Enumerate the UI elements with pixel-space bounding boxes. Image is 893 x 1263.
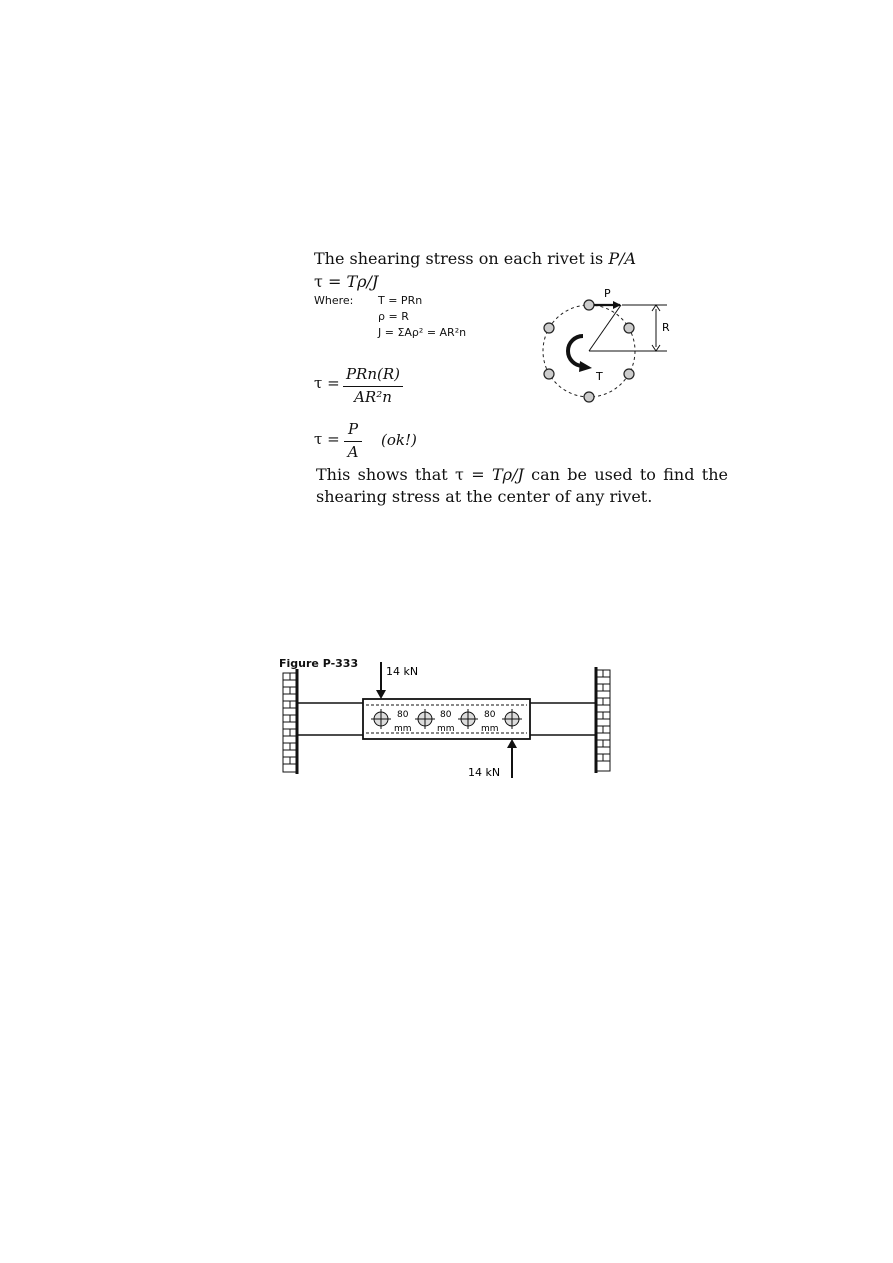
torque-arrowhead	[579, 361, 592, 372]
equation-2-lhs: τ =	[314, 374, 340, 392]
figure-p333	[278, 655, 618, 785]
conclusion-expression: Tρ/J	[491, 465, 524, 484]
load-arrowhead-bottom	[507, 739, 517, 748]
rivet-group-diagram	[530, 282, 690, 407]
conclusion-line-1	[316, 464, 728, 486]
intro-text: The shearing stress on each rivet is	[314, 249, 609, 268]
rivet	[584, 392, 594, 402]
equation-3-fraction-bar	[344, 441, 362, 442]
load-label-top: 14 kN	[386, 665, 419, 678]
equation-2-denominator: AR²n	[354, 388, 392, 406]
spacing-unit-1: mm	[394, 724, 412, 734]
rivet	[624, 369, 634, 379]
rivet	[624, 323, 634, 333]
conclusion-text-b: can be used to find the	[523, 465, 728, 484]
where-label: Where:	[314, 294, 354, 307]
equation-torsion-lhs: τ =	[314, 272, 347, 291]
conclusion-text-a: This shows that τ =	[316, 465, 492, 484]
load-label-bottom: 14 kN	[468, 766, 501, 779]
equation-3-numerator: P	[347, 420, 359, 438]
left-wall	[283, 669, 297, 774]
intro-line	[314, 249, 636, 268]
equation-3-note: (ok!)	[381, 431, 417, 449]
conclusion-line-2: shearing stress at the center of any rivet.	[316, 487, 653, 506]
where-line-polar-moment: J = ΣAρ² = AR²n	[378, 326, 467, 339]
equation-3-denominator: A	[347, 443, 359, 461]
rivet	[584, 300, 594, 310]
conclusion-paragraph	[316, 464, 728, 508]
equation-3-lhs: τ =	[314, 430, 340, 448]
rivet	[544, 323, 554, 333]
equation-2-numerator: PRn(R)	[345, 365, 401, 383]
equation-torsion-rhs: Tρ/J	[346, 272, 379, 291]
right-wall	[596, 667, 610, 773]
equation-2-fraction-bar	[343, 386, 403, 387]
spacing-unit-2: mm	[437, 724, 455, 734]
where-line-rho: ρ = R	[378, 310, 409, 323]
radius-label: R	[662, 321, 670, 334]
spacing-value-3: 80	[484, 710, 496, 720]
rivet	[544, 369, 554, 379]
load-arrowhead-top	[376, 690, 386, 699]
torque-label: T	[596, 370, 603, 383]
equation-torsion	[314, 272, 378, 291]
intro-expression: P/A	[608, 249, 637, 268]
where-line-torque: T = PRn	[378, 294, 423, 307]
spacing-value-2: 80	[440, 710, 452, 720]
force-label: P	[604, 287, 611, 300]
spacing-value-1: 80	[397, 710, 409, 720]
spacing-unit-3: mm	[481, 724, 499, 734]
figure-title: Figure P-333	[279, 657, 359, 670]
radius-line	[589, 305, 621, 351]
